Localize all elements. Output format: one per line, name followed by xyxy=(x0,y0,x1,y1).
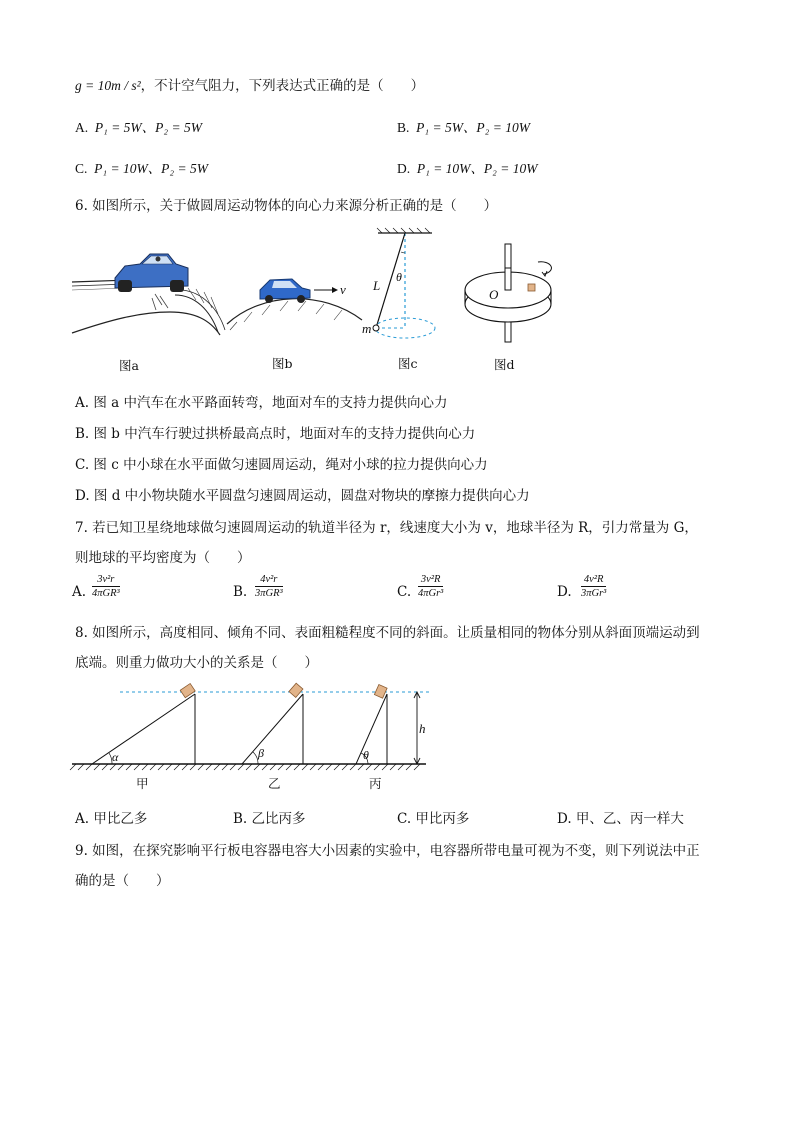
q6-option-a[interactable]: A. 图 a 中汽车在水平路面转弯，地面对车的支持力提供向心力 xyxy=(75,395,448,411)
q8-label-alpha: α xyxy=(112,750,119,764)
q7-stem-line2: 则地球的平均密度为（ ） xyxy=(75,550,251,566)
q5-option-a[interactable]: A. P₁ = 5W、P₂ = 5W xyxy=(75,120,202,135)
q6-fig-c-label-L: L xyxy=(373,278,381,293)
q8-label-h: h xyxy=(419,721,426,736)
q5-option-d[interactable]: D. P₁ = 10W、P₂ = 10W xyxy=(397,161,538,176)
q6-caption-a: 图a xyxy=(119,358,139,373)
q7-stem-line1: 7. 若已知卫星绕地球做匀速圆周运动的轨道半径为 r，线速度大小为 v，地球半径为 R，引力常量为 G， xyxy=(75,520,698,536)
q6-figure-b xyxy=(222,272,367,332)
q8-stem-line2: 底端。则重力做功大小的关系是（ ） xyxy=(75,655,318,671)
q8-caption-jia: 甲 xyxy=(136,776,149,791)
q6-fig-b-label-v: v xyxy=(340,282,346,297)
q7-option-c-fraction[interactable]: 3v²R 4πGr³ xyxy=(418,574,444,599)
q7-option-d-fraction[interactable]: 4v²R 3πGr³ xyxy=(581,574,607,599)
q8-option-b[interactable]: B. 乙比丙多 xyxy=(233,811,306,827)
q9-stem-line1: 9. 如图，在探究影响平行板电容器电容大小因素的实验中，电容器所带电量可视为不变，则下列说法中正 xyxy=(75,843,700,859)
q5-option-c[interactable]: C. P₁ = 10W、P₂ = 5W xyxy=(75,161,208,176)
q7-option-a-fraction[interactable]: 3v²r 4πGR³ xyxy=(92,574,120,599)
q8-figure-inclines xyxy=(70,680,440,775)
q7-option-a-letter[interactable]: A. xyxy=(72,584,87,600)
q6-option-b[interactable]: B. 图 b 中汽车行驶过拱桥最高点时，地面对车的支持力提供向心力 xyxy=(75,426,476,442)
q8-label-theta: θ xyxy=(363,748,369,762)
q8-option-c[interactable]: C. 甲比丙多 xyxy=(397,811,470,827)
q9-stem-line2: 确的是（ ） xyxy=(75,873,170,889)
q6-caption-c: 图c xyxy=(398,356,418,371)
q5-stem xyxy=(75,74,424,94)
q7-option-c-letter[interactable]: C. xyxy=(397,584,412,600)
q6-fig-c-label-theta: θ xyxy=(396,270,402,284)
q7-option-b-fraction[interactable]: 4v²r 3πGR³ xyxy=(255,574,283,599)
q8-stem-line1: 8. 如图所示，高度相同、倾角不同、表面粗糙程度不同的斜面。让质量相同的物体分别从斜面顶端运动到 xyxy=(75,625,700,641)
q8-option-a[interactable]: A. 甲比乙多 xyxy=(75,811,148,827)
q5-option-b[interactable]: B. P₁ = 5W、P₂ = 10W xyxy=(397,120,530,135)
q6-fig-c-label-m: m xyxy=(362,321,372,336)
q6-figure-a xyxy=(70,250,230,340)
q8-caption-yi: 乙 xyxy=(268,776,281,791)
q6-stem: 6. 如图所示，关于做圆周运动物体的向心力来源分析正确的是（ ） xyxy=(75,198,498,214)
q6-caption-b: 图b xyxy=(272,356,293,371)
q5-gravity-formula: g = 10m / s² xyxy=(75,78,141,93)
q8-caption-bing: 丙 xyxy=(369,776,382,791)
q7-option-d-letter[interactable]: D. xyxy=(557,584,572,600)
q7-option-b-letter[interactable]: B. xyxy=(233,584,248,600)
q6-figure-d xyxy=(460,240,560,345)
q6-option-d[interactable]: D. 图 d 中小物块随水平圆盘匀速圆周运动，圆盘对物块的摩擦力提供向心力 xyxy=(75,488,530,504)
q8-label-beta: β xyxy=(258,746,264,760)
q6-fig-d-label-O: O xyxy=(489,287,499,302)
q6-caption-d: 图d xyxy=(494,357,515,372)
q5-stem-text: ，不计空气阻力，下列表达式正确的是（ ） xyxy=(140,78,425,94)
q6-option-c[interactable]: C. 图 c 中小球在水平面做匀速圆周运动，绳对小球的拉力提供向心力 xyxy=(75,457,488,473)
q8-option-d[interactable]: D. 甲、乙、丙一样大 xyxy=(557,811,684,827)
